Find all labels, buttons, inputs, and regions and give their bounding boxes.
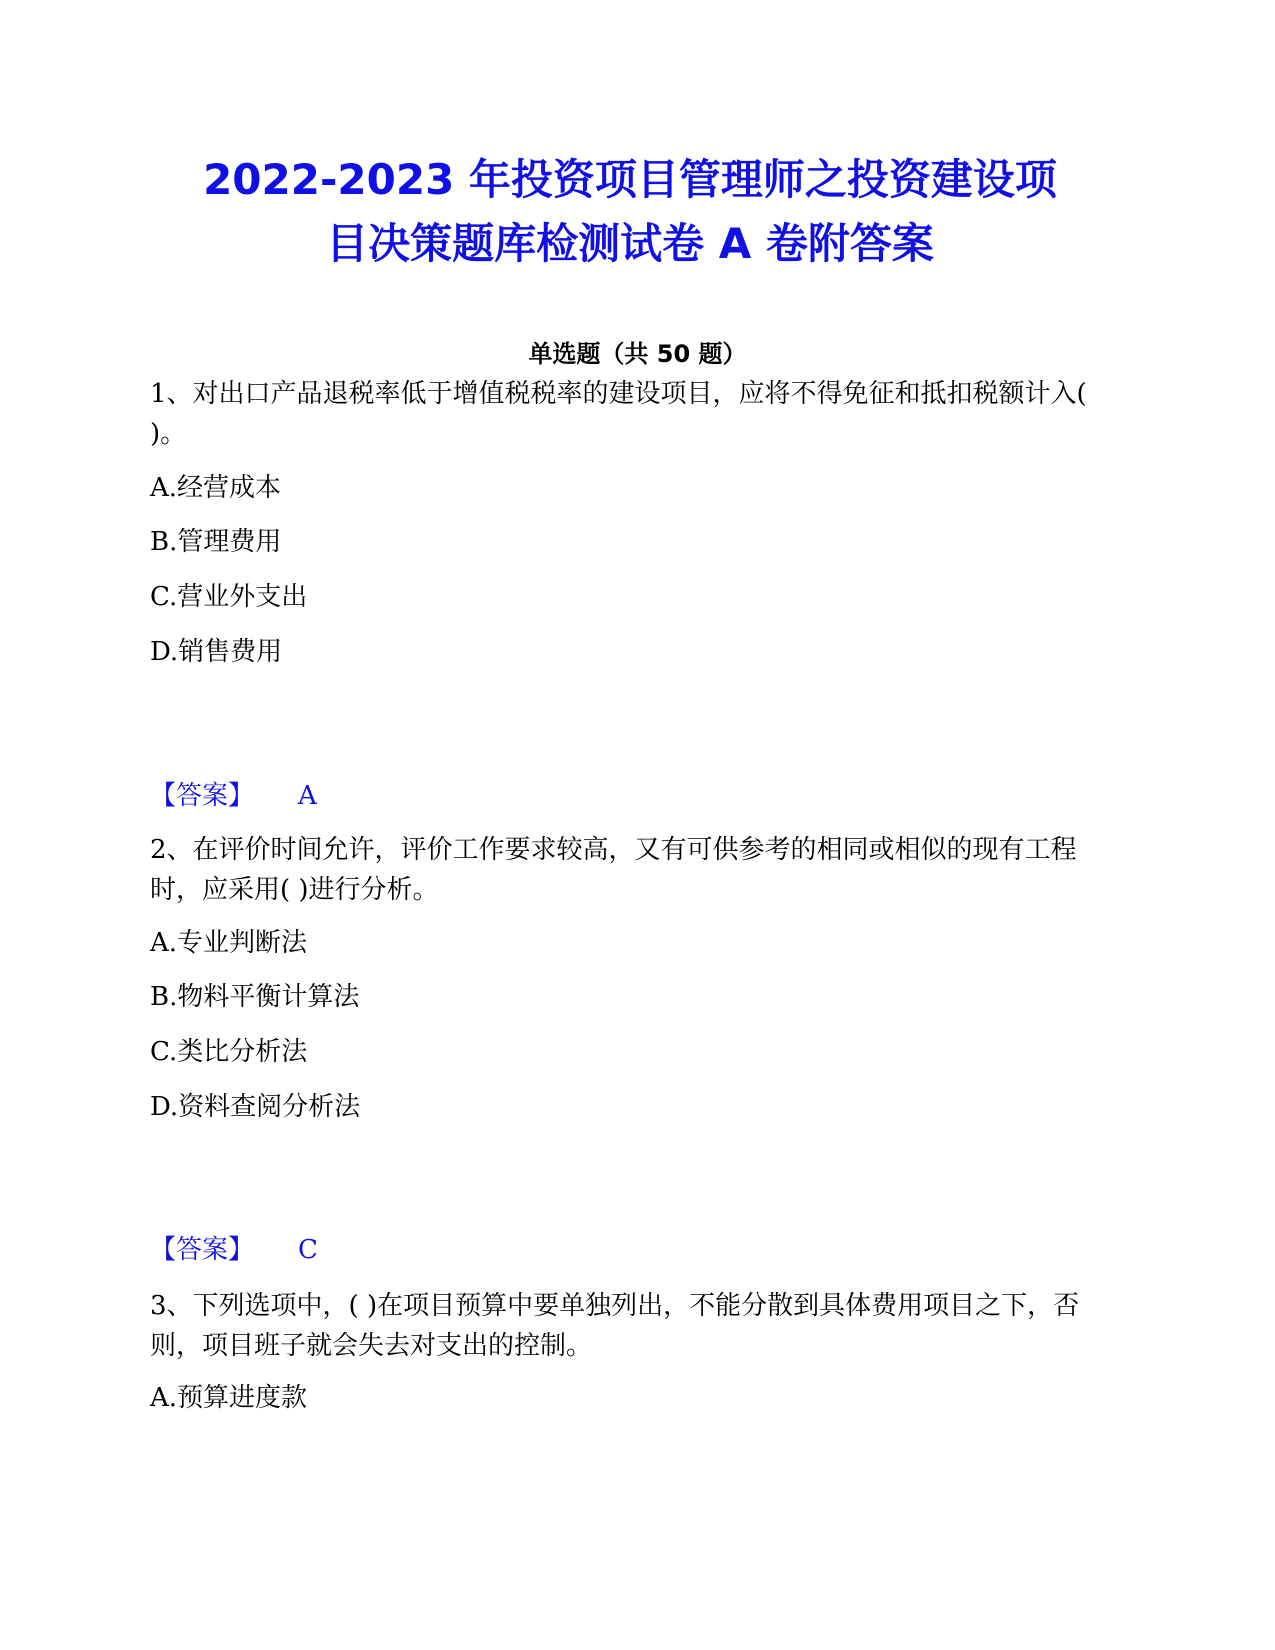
document-title <box>150 148 1110 276</box>
question-2-option-c: C.类比分析法 <box>150 1037 308 1067</box>
question-2-text: 2、在评价时间允许，评价工作要求较高，又有可供参考的相同或相似的现有工程时，应采用( )进行分析。 <box>150 835 1077 905</box>
question-1-option-b: B.管理费用 <box>150 527 282 557</box>
title-line-2: 目决策题库检测试卷 A 卷附答案 <box>326 219 934 268</box>
answer-label: 【答案】 <box>150 1235 255 1265</box>
question-2-option-a: A.专业判断法 <box>150 928 308 958</box>
question-1-option-a: A.经营成本 <box>150 473 282 503</box>
section-heading: 单选题（共 50 题） <box>528 340 747 368</box>
question-1-answer <box>150 778 317 814</box>
answer-value: A <box>298 781 317 811</box>
answer-label: 【答案】 <box>150 781 255 811</box>
question-1-option-c: C.营业外支出 <box>150 582 308 612</box>
question-2-answer <box>150 1232 318 1268</box>
question-3-text: 3、下列选项中，( )在项目预算中要单独列出，不能分散到具体费用项目之下，否则，项目班子就会失去对支出的控制。 <box>150 1291 1080 1361</box>
question-2-option-d: D.资料查阅分析法 <box>150 1092 361 1122</box>
title-line-1: 2022-2023 年投资项目管理师之投资建设项 <box>203 155 1057 204</box>
question-2-option-b: B.物料平衡计算法 <box>150 982 360 1012</box>
question-1-option-d: D.销售费用 <box>150 637 283 667</box>
question-1-text: 1、对出口产品退税率低于增值税税率的建设项目，应将不得免征和抵扣税额计入( )。 <box>150 379 1087 449</box>
question-3-option-a: A.预算进度款 <box>150 1383 308 1413</box>
answer-value: C <box>298 1235 318 1265</box>
